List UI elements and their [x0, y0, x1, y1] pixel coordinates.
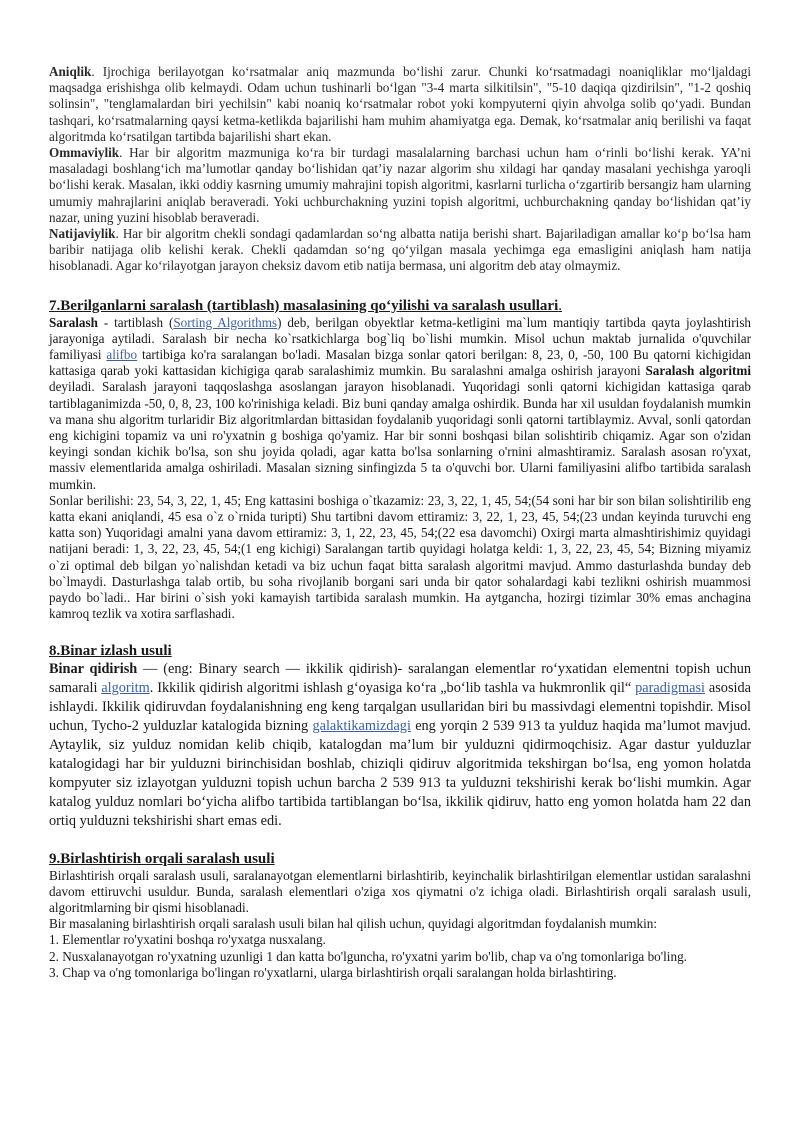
spacer [49, 623, 751, 642]
section-7-heading [49, 297, 751, 315]
text-span: ) deb, berilgan obyektlar ketma-ketligini ma`lum mantiqiy tartibda qayta joylashtirish jarayoniga aytiladi. Saralash bir necha ko`rsatkichlarga bog`liq bo`lishi mumkin. Misol uchun maktab jurnalida o'quvchilar familiyasi [49, 314, 752, 363]
section-9 [49, 850, 751, 981]
section-8 [49, 642, 751, 831]
text-span: eng yorqin 2 539 913 ta yulduz haqida ma’lumot mavjud. Aytaylik, siz yulduz nomidan kelib chiqib, katalogdan ma’lum bir yulduzni qidirmoqchisiz. Agar dastur yulduzlar katalogidagi har bir yulduzni birinchisidan boshlab, chiziqli qidiruv algoritmida tekshirgan boʻlsa, eng yomon holatda kompyuter siz izlayotgan yulduzni topish uchun barcha 2 539 913 ta yulduzni tekshirishi kerak boʻlishi mumkin. Agar katalog yulduz nomlari boʻyicha alifbo tartibida tartiblangan boʻlsa, ikkilik qidiruv, hatto eng yomon holatda ham 22 dan ortiq yulduzni tekshirishi shart emas edi. [49, 717, 752, 829]
text-span: asosida ishlaydi. Ikkilik qidiruvdan foydalanishning eng keng tarqalgan usullaridan biri bu massivdagi elementni topishdir. Misol uchun, Tycho-2 yulduzlar katalogida bizning [49, 679, 751, 734]
intro-section [49, 64, 751, 275]
section-8-heading: 8.Binar izlash usuli [49, 642, 172, 659]
spacer [49, 831, 751, 850]
section-7-heading-text: 7.Berilganlarni saralash (tartiblash) masalasining qoʻyilishi va saralash usullari [49, 297, 559, 314]
text-span: deyiladi. Saralash jarayoni taqqoslashga asoslangan jarayon hisoblanadi. Yuqoridagi sonli qatorni kichigidan kattasiga qarab tartiblaganimizda -50, 0, 8, 23, 100 ko'rinishiga keladi. Biz buni qanday amalga oshirdik. Bunda har xil usuldan foydalanish mumkin va mana shu algoritm turlaridir Biz algoritmlardan bittasidan foydalanib yuqoridagi sonli qatorni tartiblaymiz. Avval, sonli qatordan eng kichigini topamiz va uni ro'yxatnin g boshiga qo'yamiz. Har bir sonni boshqasi bilan solishtirib chiqamiz. Agar son o'zidan keyingi sondan kichik bo'lsa, son shu joyida qoladi, agar katta bo'lsa sonlarning o'rnini almashtiramiz. Saralash asosan ro'yxat, massiv elementlarida amalga oshiriladi. Masalan sizning sinfingizda 5 ta o'quvchi bor. Ularni familiyasini alifbo tartibida saralash mumkin. [49, 379, 751, 492]
paragraph-binar-qidirish [49, 660, 751, 831]
text-span: tartibiga ko'ra saralangan bo'ladi. Masalan bizga sonlar qatori berilgan: 8, 23, 0, -50, 100 Bu qatorni kichigidan kattasiga qarab yoki kattasidan kichigiga qarab saralashimiz mumkin. Bu saralashni amalga oshirish jarayoni [49, 347, 751, 379]
term-natijaviylik: Natijaviylik [49, 226, 116, 242]
paragraph-natijaviylik [49, 226, 751, 275]
list-item: 1. Elementlar ro'yxatini boshqa ro'yxatga nusxalang. [49, 932, 326, 948]
text-span: . Ikkilik qidirish algoritmi ishlash gʻoyasiga koʻra „boʻlib tashla va hukmronlik qil“ [149, 679, 636, 696]
text-ommaviylik: . Har bir algoritm mazmuniga koʻra bir turdagi masalalarning barchasi uchun ham oʻrinli boʻlishi kerak. YA’ni masaladagi boshlangʻich ma’lumotlar qanday boʻlishidan qat’iy nazar algorim shu xildagi har qanday masalani yechishga yaroqli boʻlishi kerak. Masalan, ikki oddiy kasrning umumiy mahrajini topish algoritmi, kasrlarni turlicha oʻzgartirib bersangiz ham ularning umumiy mahrajlarini aniqlab beraveradi. Yoki uchburchakning yuzini topish algoritmi, uchburchakning qanday boʻlishidan qat’iy nazar, uning yuzini hisoblab beraveradi. [49, 145, 751, 225]
link-alifbo[interactable]: alifbo [106, 347, 138, 363]
link-paradigmasi[interactable]: paradigmasi [635, 679, 706, 696]
section-9-heading: 9.Birlashtirish orqali saralash usuli [49, 850, 275, 867]
text-natijaviylik: . Har bir algoritm chekli sondagi qadamlardan soʻng albatta natija berishi shart. Bajariladigan amallar koʻp boʻlsa ham baribir natijaga olib kelishi kerak. Chekli qadamdan soʻng qoʻyilgan masala yechimga ega emasligini aniqlash ham natija hisoblanadi. Agar koʻrilayotgan jarayon cheksiz davom etib natija bermasa, uni algoritm deb atay olmaymiz. [49, 226, 751, 274]
spacer [49, 275, 751, 297]
paragraph-birlashtirish-2: Bir masalaning birlashtirish orqali saralash usuli bilan hal qilish uchun, quyidagi algoritmdan foydalanish mumkin: [49, 916, 657, 932]
text-span: - tartiblash ( [97, 314, 174, 330]
paragraph-saralash [49, 315, 751, 493]
text-span: — (eng: Binary search — ikkilik qidirish)- saralangan elementlar roʻyxatidan elementni topish uchun samarali [49, 660, 752, 696]
paragraph-sonlar-berilishi: Sonlar berilishi: 23, 54, 3, 22, 1, 45; Eng kattasini boshiga o`tkazamiz: 23, 3, 22, 1, 45, 54;(54 soni har bir son bilan solishtirilib eng katta ekani aniqlandi, 45 esa o`z o`rnida turipti) Shu tartibni davom ettiramiz: 3, 22, 1, 23, 45, 54;(23 undan keyinda turuvchi eng katta son) Yuqoridagi amalni yana davom ettiramiz: 3, 1, 22, 23, 45, 54;(22 esa davomchi) Oxirgi marta almashtirishimiz quyidagi natijani beradi: 1, 3, 22, 23, 45, 54;(1 eng kichigi) Saralangan tartib quyidagi holatga keldi: 1, 3, 22, 23, 45, 54; Bizning miyamiz o`zi optimal deb bilgan yo`nalishdan ketadi va biz uchun faqat bitta saralash algoritmi mavjud. Ammo dasturlashda bunday deb bo`lmaydi. Dasturlashga talab ortib, bu soha rivojlanib borgani sari unda bir qator sohalardagi kabi tezlikni oshirish muammosi paydo bo`ladi.. Har birini o`sish yoki kamayish tartibida saralash mumkin. Ha aytgancha, hozirgi tizimlar 30% emas anchagina kamroq tezlik va xotira sarflashadi. [49, 492, 751, 622]
paragraph-birlashtirish-1: Birlashtirish orqali saralash usuli, saralanayotgan elementlarni birlashtirib, keyinchalik birlashtirilgan elementlar ustidan saralashni davom ettiruvchi usuldur. Bunda, saralash elementlari o'ziga xos qiymatni o'z ichiga oladi. Birlashtirish orqali saralash usuli, algoritmlarning bir qismi hisoblanadi. [49, 867, 751, 915]
term-saralash-algoritmi: Saralash algoritmi [645, 363, 751, 379]
paragraph-aniqlik [49, 64, 751, 145]
term-ommaviylik: Ommaviylik [49, 145, 120, 161]
link-algoritm[interactable]: algoritm [101, 679, 150, 696]
section-7 [49, 297, 751, 623]
list-item: 3. Chap va o'ng tomonlariga bo'lingan ro'yxatlarni, ularga birlashtirish orqali saralangan holda birlashtiring. [49, 964, 617, 980]
link-galaktikamizdagi[interactable]: galaktikamizdagi [312, 717, 411, 734]
text-aniqlik: . Ijrochiga berilayotgan koʻrsatmalar aniq mazmunda boʻlishi zarur. Chunki koʻrsatmadagi noaniqliklar moʻljaldagi maqsadga erishishga olib kelmaydi. Odam uchun tushinarli boʻlgan "3-4 marta silkitilsin", "5-10 daqiqa qizdirilsin", "1-2 qoshiq solinsin", "tenglamalardan biri yechilsin" kabi noaniq koʻrsatmalar robot yoki kompyuterni qiyin ahvolga solib qoʻyadi. Bundan tashqari, koʻrsatmalarning qaysi ketma-ketlikda bajarilishi ham muhim ahamiyatga ega. Demak, koʻrsatmalar aniq berilishi va faqat algoritmda koʻrsatilgan tartibda bajarilishi shart ekan. [49, 64, 751, 144]
link-sorting-algorithms[interactable]: Sorting Algorithms [173, 314, 278, 330]
term-saralash: Saralash [49, 314, 98, 330]
term-binar-qidirish: Binar qidirish [49, 660, 138, 677]
heading-dot: . [558, 297, 562, 314]
term-aniqlik: Aniqlik [49, 64, 92, 79]
paragraph-ommaviylik [49, 145, 751, 226]
list-item: 2. Nusxalanayotgan ro'yxatning uzunligi 1 dan katta bo'lguncha, ro'yxatni yarim bo'lib, chap va o'ng tomonlariga bo'ling. [49, 948, 687, 964]
